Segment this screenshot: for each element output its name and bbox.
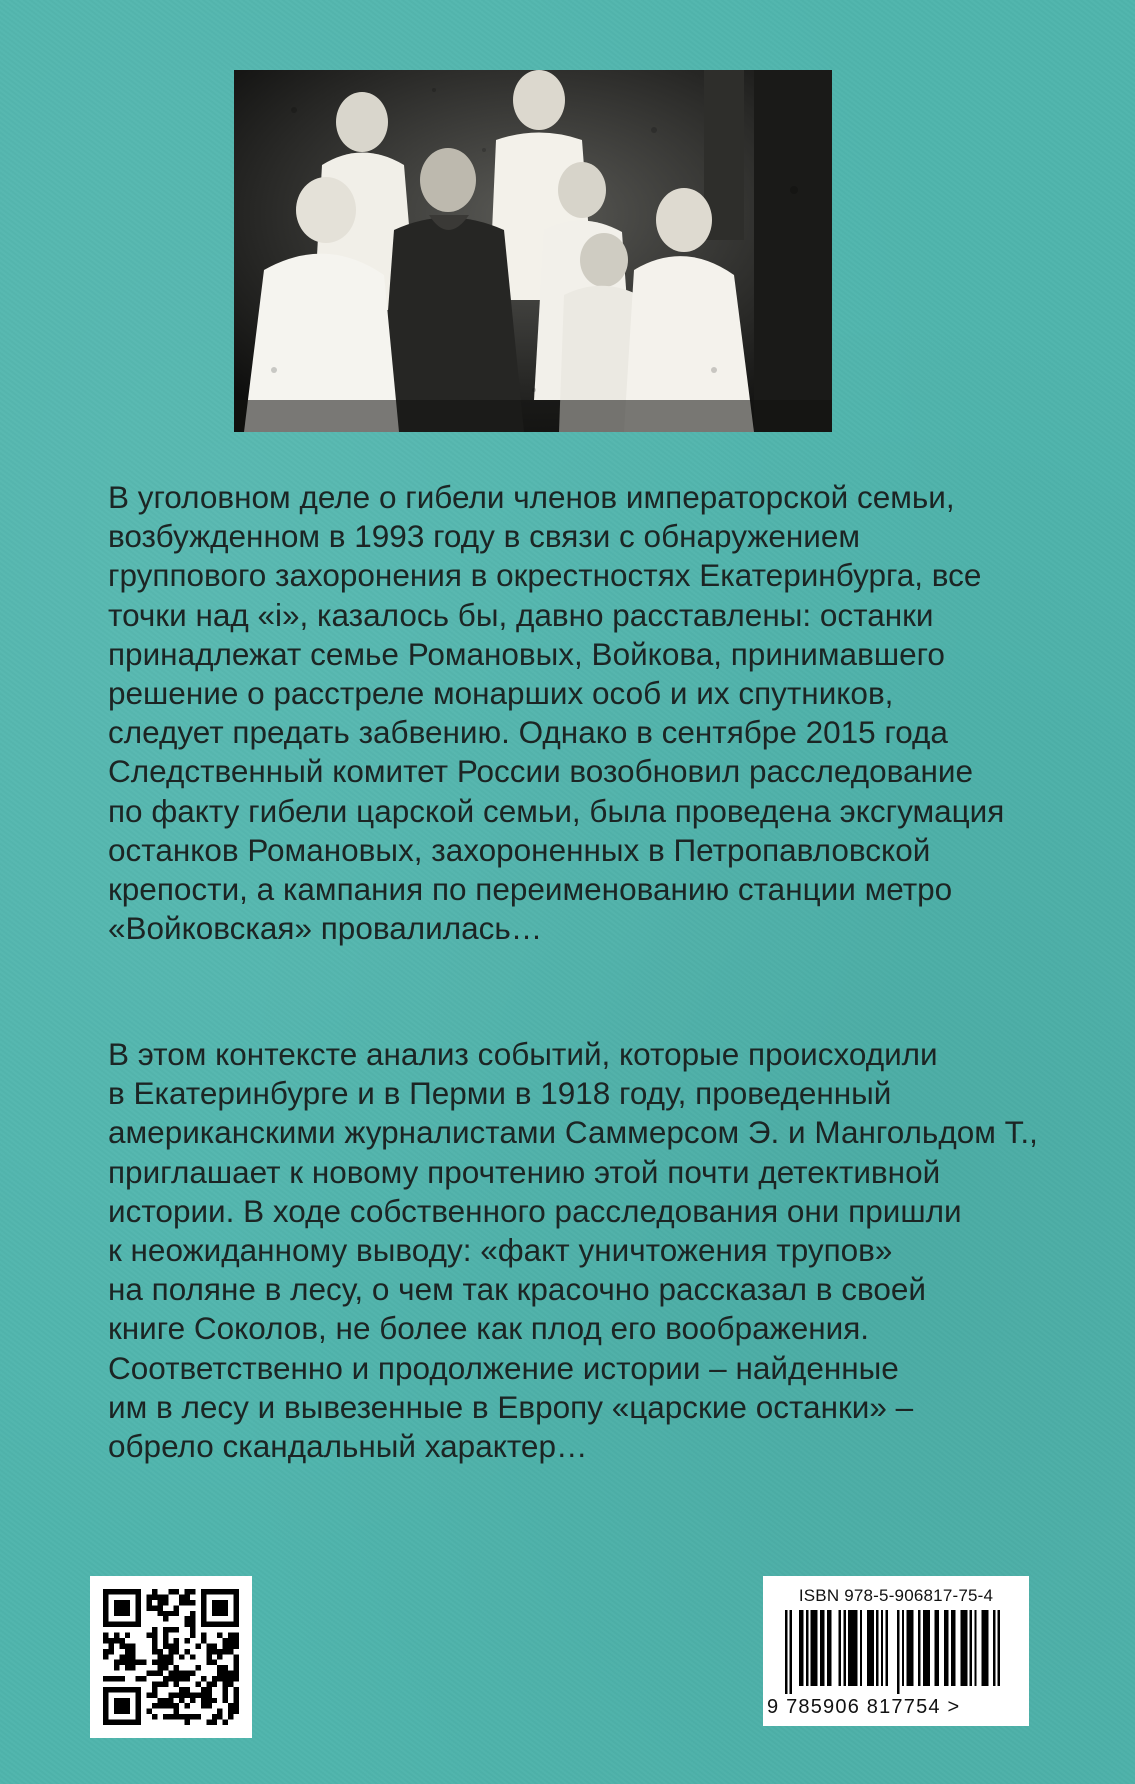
paragraph-2-line: книге Соколов, не более как плод его воображения. [108,1310,870,1347]
paragraph-2-line: обрело скандальный характер… [108,1428,588,1465]
paragraph-1-line: Следственный комитет России возобновил расследование [108,753,974,790]
paragraph-1-line: группового захоронения в окрестностях Екатеринбурга, все [108,557,982,594]
ean-digits: 9 785906 817754 > [767,1696,961,1718]
paragraph-1-line: решение о расстреле монарших особ и их спутников, [108,675,894,712]
paragraph-1-line: принадлежат семье Романовых, Войкова, принимавшего [108,635,945,672]
paragraph-2-line: приглашает к новому прочтению этой почти детективной [108,1153,941,1190]
family-photo [234,70,832,432]
paragraph-2-line: Соответственно и продолжение истории – найденные [108,1349,899,1386]
qr-code[interactable] [90,1576,252,1738]
paragraph-2-line: на поляне в лесу, о чем так красочно рассказал в своей [108,1271,926,1308]
paragraph-1-line: точки над «i», казалось бы, давно расставлены: останки [108,596,934,633]
qr-code-icon [103,1589,239,1725]
paragraph-1-line: В уголовном деле о гибели членов императорской семьи, [108,479,955,515]
paragraph-2-line: истории. В ходе собственного расследования они пришли [108,1192,962,1229]
paragraph-2-line: к неожиданному выводу: «факт уничтожения трупов» [108,1232,893,1269]
paragraph-2-line: В этом контексте анализ событий, которые происходили [108,1036,938,1072]
paragraph-1-line: возбужденном в 1993 году в связи с обнаружением [108,518,861,555]
isbn-barcode [763,1576,1029,1726]
paragraph-2-line: американскими журналистами Саммерсом Э. и Мангольдом Т., [108,1114,1038,1151]
paragraph-2-line: им в лесу и вывезенные в Европу «царские останки» – [108,1388,914,1425]
description-paragraph-1 [108,478,1008,948]
isbn-number: ISBN 978-5-906817-75-4 [798,1586,994,1605]
ean13-barcode-icon [785,1610,1007,1694]
paragraph-1-line: крепости, а кампания по переименованию станции метро [108,871,953,908]
paragraph-1-line: следует предать забвению. Однако в сентябре 2015 года [108,714,948,751]
paragraph-1-line: «Войковская» провалилась… [108,910,543,947]
paragraph-1-line: останков Романовых, захороненных в Петропавловской [108,831,931,868]
description-paragraph-2 [108,1035,1038,1466]
family-photo-image [234,70,832,432]
paragraph-1-line: по факту гибели царской семьи, была проведена эксгумация [108,792,1005,829]
paragraph-2-line: в Екатеринбурге и в Перми в 1918 году, проведенный [108,1075,892,1112]
